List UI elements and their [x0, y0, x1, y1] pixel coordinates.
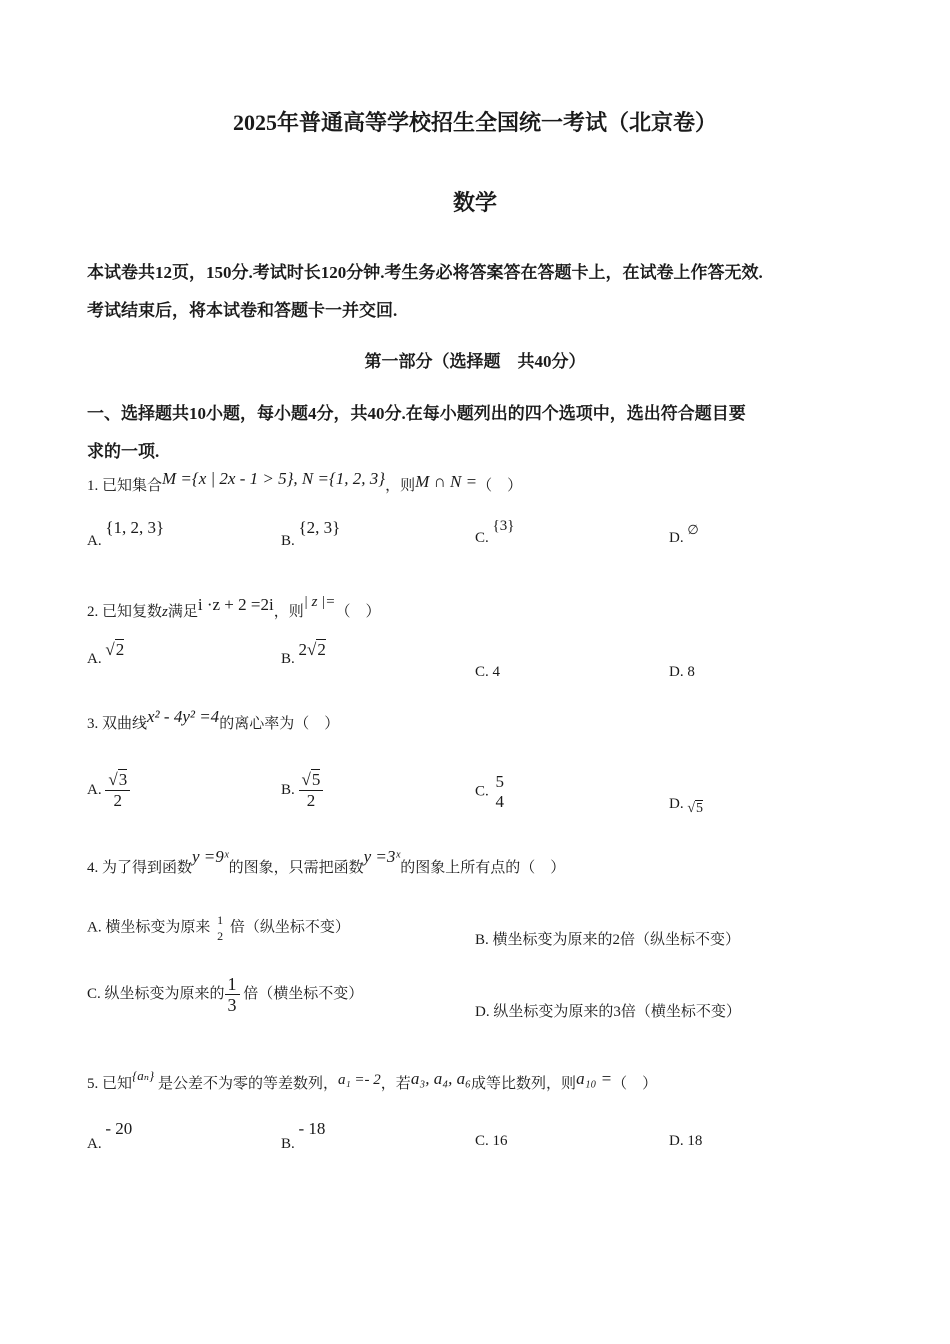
option-label: D.: [669, 664, 684, 680]
question-4-suffix: 的图象上所有点的（ ）: [400, 860, 566, 876]
sqrt-icon: √: [301, 770, 311, 789]
exam-title: 2025年普通高等学校招生全国统一考试（北京卷）: [232, 110, 717, 135]
fraction: [214, 912, 226, 944]
question-4-mid: 的图象，只需把函数: [228, 860, 364, 876]
option-label: B.: [281, 1136, 295, 1152]
option-value: {3}: [492, 518, 515, 534]
option-label: C.: [475, 530, 489, 546]
question-1-mid: ，则: [385, 478, 416, 494]
question-3-option-a[interactable]: [87, 770, 130, 811]
subject-title: 数学: [452, 190, 497, 215]
numerator: 5: [495, 772, 505, 791]
sqrt-icon: √5: [687, 801, 704, 816]
option-value: 2: [115, 640, 125, 659]
option-value: - 18: [298, 1119, 326, 1138]
question-2-mid: ，则: [273, 604, 304, 620]
option-tail: 倍（纵坐标不变）: [229, 919, 350, 936]
option-value: 2: [317, 640, 326, 659]
question-1-set-expr: M ={x | 2x - 1 > 5}, N ={1, 2, 3}: [162, 469, 386, 488]
question-5-a1: a₁ =- 2: [337, 1072, 381, 1088]
question-5-a10: a₁₀ =: [576, 1069, 613, 1088]
question-2-option-c[interactable]: [475, 664, 500, 681]
option-label: A.: [87, 651, 102, 667]
question-4-func-2: y =3ˣ: [363, 847, 401, 866]
numerator: 5: [311, 770, 321, 789]
numerator: 1: [225, 974, 240, 995]
question-2-var: z: [162, 604, 168, 620]
option-label: A.: [87, 533, 102, 549]
question-5-mid-1: 是公差不为零的等差数列，: [157, 1076, 338, 1092]
denominator: 2: [113, 791, 123, 810]
question-5-option-d[interactable]: [669, 1133, 702, 1150]
option-value: 18: [687, 1133, 703, 1149]
fraction: [299, 770, 324, 811]
denominator: 4: [495, 792, 505, 811]
option-value: 5: [696, 801, 704, 816]
numerator: 3: [118, 770, 128, 789]
sqrt-icon: √2: [105, 640, 125, 659]
question-2-option-a[interactable]: [87, 640, 125, 668]
question-3: [87, 707, 340, 733]
question-1-option-a[interactable]: [87, 518, 165, 550]
option-label: D.: [669, 530, 684, 546]
question-4-option-b[interactable]: [475, 928, 740, 949]
question-5-prefix: 5. 已知: [87, 1076, 133, 1092]
question-5-terms: a₃, a₄, a₆: [410, 1069, 472, 1088]
fraction: [493, 772, 508, 812]
option-label: A. 横坐标变为原来: [87, 919, 211, 936]
denominator: 3: [227, 995, 237, 1015]
question-1-suffix: （ ）: [477, 478, 523, 494]
option-value: 8: [687, 664, 695, 680]
question-3-option-b[interactable]: [281, 770, 323, 811]
option-label: B.: [281, 651, 295, 667]
question-2-cond: 满足: [167, 604, 198, 620]
question-4: [87, 847, 566, 877]
question-5-option-b[interactable]: [281, 1119, 326, 1153]
question-2-equation: i ·z + 2 =2i: [197, 595, 274, 614]
option-label: C.: [475, 783, 489, 800]
question-3-hyperbola: x² - 4y² =4: [147, 707, 220, 726]
question-2-option-d[interactable]: [669, 664, 695, 681]
part-heading: 第一部分（选择题 共40分）: [364, 352, 586, 371]
option-value: {1, 2, 3}: [105, 518, 165, 537]
empty-set-icon: ∅: [687, 522, 699, 537]
option-tail: 倍（横坐标不变）: [243, 985, 364, 1002]
option-label: C.: [475, 1133, 489, 1149]
instructions-line-1: 本试卷共12页，150分.考试时长120分钟.考生务必将答案答在答题卡上，在试卷上作答无效.: [87, 263, 763, 282]
question-5-option-a[interactable]: [87, 1119, 133, 1153]
question-5-sequence: {aₙ}: [132, 1068, 155, 1083]
question-2-prefix: 2. 已知复数: [87, 604, 163, 620]
question-4-func-1: y =9ˣ: [192, 847, 229, 866]
question-5-suffix: （ ）: [612, 1076, 658, 1092]
question-5-mid-3: 成等比数列，则: [471, 1076, 577, 1092]
question-1-option-d[interactable]: [669, 522, 699, 547]
question-3-option-d[interactable]: [669, 796, 704, 816]
option-label: A.: [87, 1136, 102, 1152]
option-label: B.: [281, 781, 295, 798]
question-5-option-c[interactable]: [475, 1133, 508, 1150]
question-5: [87, 1068, 658, 1093]
question-2-option-b[interactable]: [281, 640, 326, 668]
fraction: [105, 770, 130, 811]
option-label: D. 纵坐标变为原来的3倍（横坐标不变）: [475, 1004, 741, 1020]
option-label: B.: [281, 533, 295, 549]
question-4-option-d[interactable]: [475, 1000, 741, 1021]
option-value: - 20: [105, 1119, 133, 1138]
option-label: D.: [669, 796, 684, 812]
option-value: 16: [492, 1133, 508, 1149]
question-3-prefix: 3. 双曲线: [87, 716, 148, 732]
denominator: 2: [217, 929, 224, 943]
option-value: {2, 3}: [298, 518, 341, 537]
question-1-intersection: M ∩ N =: [415, 472, 478, 491]
option-label: D.: [669, 1133, 684, 1149]
question-5-mid-2: ，若: [380, 1076, 411, 1092]
question-1-option-c[interactable]: [475, 518, 515, 547]
question-3-option-c[interactable]: [475, 772, 507, 812]
sqrt-icon: √: [108, 770, 118, 789]
denominator: 2: [306, 791, 316, 810]
question-2-suffix: （ ）: [335, 604, 381, 620]
instructions-line-2: 考试结束后，将本试卷和答题卡一并交回.: [87, 301, 398, 320]
question-4-option-a[interactable]: [87, 912, 350, 944]
question-2-modulus: | z |=: [303, 594, 336, 610]
question-3-suffix: 的离心率为（ ）: [219, 716, 340, 732]
sqrt-icon: √: [307, 640, 317, 659]
option-label: A.: [87, 781, 102, 798]
option-value: 4: [492, 664, 501, 680]
question-2: [87, 594, 381, 621]
question-1-prefix: 1. 已知集合: [87, 478, 163, 494]
question-4-prefix: 4. 为了得到函数: [87, 860, 193, 876]
question-4-option-c[interactable]: [87, 974, 363, 1015]
fraction: [225, 974, 240, 1015]
option-coef: 2: [298, 640, 308, 659]
option-label: B. 横坐标变为原来的2倍（纵坐标不变）: [475, 932, 741, 948]
numerator: 1: [217, 913, 224, 927]
section-line-2: 求的一项.: [87, 442, 160, 461]
section-line-1: 一、选择题共10小题，每小题4分，共40分.在每小题列出的四个选项中，选出符合题目要: [87, 404, 746, 423]
option-label: C.: [475, 664, 489, 680]
option-label: C. 纵坐标变为原来的: [87, 985, 225, 1002]
question-1: [87, 469, 523, 495]
question-1-option-b[interactable]: [281, 518, 341, 550]
